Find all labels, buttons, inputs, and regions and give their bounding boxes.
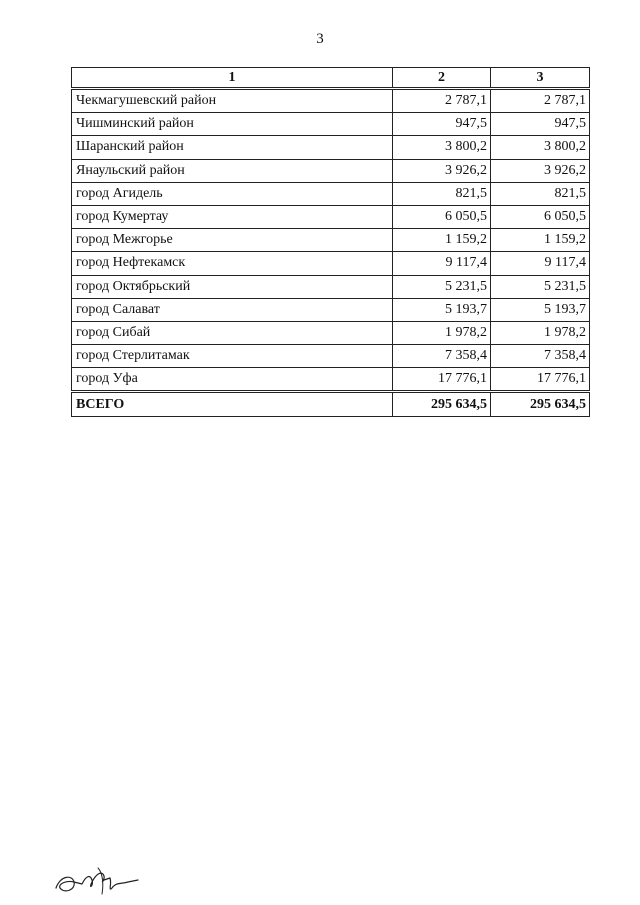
row-value-col3: 1 159,2 <box>491 229 590 252</box>
row-value-col3: 6 050,5 <box>491 205 590 228</box>
column-header-1: 1 <box>72 68 393 89</box>
table-row <box>72 136 590 159</box>
row-value-col3: 2 787,1 <box>491 89 590 113</box>
table-row <box>72 113 590 136</box>
row-value-col3: 5 193,7 <box>491 298 590 321</box>
row-value-col2: 821,5 <box>393 182 491 205</box>
table-row <box>72 205 590 228</box>
row-value-col2: 6 050,5 <box>393 205 491 228</box>
row-value-col2: 5 193,7 <box>393 298 491 321</box>
row-value-col3: 5 231,5 <box>491 275 590 298</box>
row-value-col3: 947,5 <box>491 113 590 136</box>
table-row <box>72 252 590 275</box>
row-value-col2: 3 926,2 <box>393 159 491 182</box>
table-row <box>72 159 590 182</box>
row-value-col2: 3 800,2 <box>393 136 491 159</box>
table-row <box>72 298 590 321</box>
table-row <box>72 345 590 368</box>
row-value-col2: 2 787,1 <box>393 89 491 113</box>
row-name: город Сибай <box>72 321 393 344</box>
row-name: Чекмагушевский район <box>72 89 393 113</box>
table-total-row <box>72 392 590 416</box>
table-row <box>72 182 590 205</box>
row-value-col2: 947,5 <box>393 113 491 136</box>
row-value-col3: 7 358,4 <box>491 345 590 368</box>
row-value-col2: 1 159,2 <box>393 229 491 252</box>
table-header-row <box>72 68 590 89</box>
total-value-col3: 295 634,5 <box>491 392 590 416</box>
row-name: город Уфа <box>72 368 393 392</box>
row-value-col3: 3 926,2 <box>491 159 590 182</box>
table-row <box>72 89 590 113</box>
row-name: город Агидель <box>72 182 393 205</box>
row-name: Чишминский район <box>72 113 393 136</box>
row-name: город Октябрьский <box>72 275 393 298</box>
row-value-col3: 3 800,2 <box>491 136 590 159</box>
column-header-3: 3 <box>491 68 590 89</box>
row-value-col3: 821,5 <box>491 182 590 205</box>
row-name: Шаранский район <box>72 136 393 159</box>
table-row <box>72 275 590 298</box>
row-name: город Кумертау <box>72 205 393 228</box>
table-row <box>72 368 590 392</box>
table-row <box>72 321 590 344</box>
row-value-col3: 9 117,4 <box>491 252 590 275</box>
row-value-col2: 9 117,4 <box>393 252 491 275</box>
row-name: город Нефтекамск <box>72 252 393 275</box>
handwritten-signature <box>52 862 142 902</box>
row-name: город Межгорье <box>72 229 393 252</box>
row-name: город Салават <box>72 298 393 321</box>
row-name: Янаульский район <box>72 159 393 182</box>
row-value-col2: 1 978,2 <box>393 321 491 344</box>
row-value-col2: 7 358,4 <box>393 345 491 368</box>
page-number: 3 <box>316 31 324 47</box>
column-header-2: 2 <box>393 68 491 89</box>
row-value-col3: 1 978,2 <box>491 321 590 344</box>
row-value-col2: 17 776,1 <box>393 368 491 392</box>
row-value-col3: 17 776,1 <box>491 368 590 392</box>
row-name: город Стерлитамак <box>72 345 393 368</box>
row-value-col2: 5 231,5 <box>393 275 491 298</box>
data-table <box>71 67 590 417</box>
total-value-col2: 295 634,5 <box>393 392 491 416</box>
table-row <box>72 229 590 252</box>
total-label: ВСЕГО <box>72 392 393 416</box>
